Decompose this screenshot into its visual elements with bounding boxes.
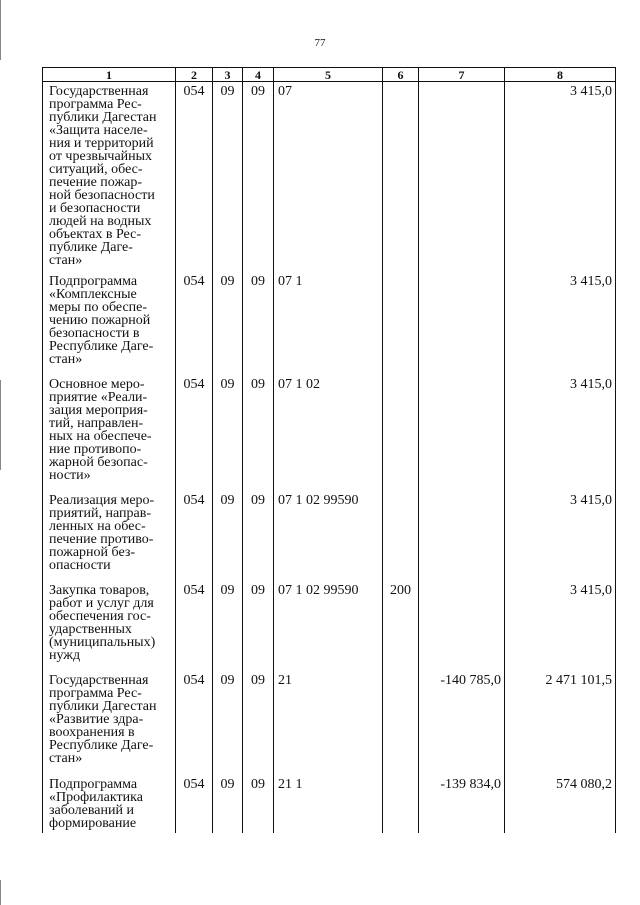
expense-type-code — [383, 378, 419, 494]
table-row — [43, 82, 616, 275]
target-article-code: 07 1 02 99590 — [274, 494, 383, 584]
target-article-code: 21 — [274, 674, 383, 778]
row-name: Основное меро- приятие «Реали- зация мероприя- тий, направлен- ных на обеспече- ние противопо- жарной безопас- ности» — [49, 376, 152, 483]
ministry-code: 054 — [176, 275, 213, 378]
scan-edge-line — [0, 0, 1, 60]
ministry-code: 054 — [176, 778, 213, 833]
column-header: 6 — [383, 68, 419, 82]
row-name: Подпрограмма «Профилактика заболеваний и формирование — [49, 776, 143, 831]
section-code: 09 — [213, 275, 243, 378]
expense-type-code — [383, 82, 419, 275]
section-code: 09 — [213, 584, 243, 674]
total-amount: 3 415,0 — [505, 584, 616, 674]
ministry-code: 054 — [176, 494, 213, 584]
change-amount — [419, 584, 505, 674]
table-row — [43, 494, 616, 584]
row-name: Закупка товаров, работ и услуг для обеспечения гос- ударственных (муниципальных) нужд — [49, 582, 156, 663]
section-code: 09 — [213, 82, 243, 275]
subsection-code: 09 — [243, 82, 274, 275]
change-amount — [419, 82, 505, 275]
total-amount: 3 415,0 — [505, 494, 616, 584]
total-amount: 3 415,0 — [505, 275, 616, 378]
target-article-code: 07 1 02 — [274, 378, 383, 494]
change-amount — [419, 275, 505, 378]
change-amount — [419, 494, 505, 584]
subsection-code: 09 — [243, 674, 274, 778]
column-header: 4 — [243, 68, 274, 82]
subsection-code: 09 — [243, 275, 274, 378]
target-article-code: 07 1 02 99590 — [274, 584, 383, 674]
target-article-code: 07 1 — [274, 275, 383, 378]
target-article-code: 07 — [274, 82, 383, 275]
total-amount: 574 080,2 — [505, 778, 616, 833]
column-header: 2 — [176, 68, 213, 82]
budget-table — [42, 67, 616, 833]
section-code: 09 — [213, 494, 243, 584]
subsection-code: 09 — [243, 378, 274, 494]
table-row — [43, 584, 616, 674]
section-code: 09 — [213, 378, 243, 494]
column-header: 5 — [274, 68, 383, 82]
table-row — [43, 275, 616, 378]
column-header: 8 — [505, 68, 616, 82]
ministry-code: 054 — [176, 378, 213, 494]
table-row — [43, 378, 616, 494]
expense-type-code: 200 — [383, 584, 419, 674]
column-header: 1 — [43, 68, 176, 82]
page-number: 77 — [314, 37, 326, 49]
expense-type-code — [383, 275, 419, 378]
ministry-code: 054 — [176, 82, 213, 275]
ministry-code: 054 — [176, 584, 213, 674]
column-header: 3 — [213, 68, 243, 82]
subsection-code: 09 — [243, 778, 274, 833]
expense-type-code — [383, 494, 419, 584]
expense-type-code — [383, 778, 419, 833]
target-article-code: 21 1 — [274, 778, 383, 833]
scan-edge-line — [0, 880, 1, 905]
ministry-code: 054 — [176, 674, 213, 778]
row-name: Государственная программа Рес- публики Дагестан «Развитие здра- воохранения в Республике Даге- стан» — [49, 672, 157, 766]
column-header: 7 — [419, 68, 505, 82]
change-amount — [419, 378, 505, 494]
table-row — [43, 674, 616, 778]
section-code: 09 — [213, 778, 243, 833]
row-name: Государственная программа Рес- публики Дагестан «Защита населе- ния и территорий от чрезвычайных ситуаций, обес- печение пожар- ной безопасности и безопасности людей на водных объектах в Рес- публике Даге- стан» — [49, 84, 157, 268]
expense-type-code — [383, 674, 419, 778]
table-row — [43, 778, 616, 833]
table-header-row — [43, 68, 616, 82]
row-name: Реализация меро- приятий, направ- ленных на обес- печение противо- пожарной без- опасности — [49, 492, 155, 573]
section-code: 09 — [213, 674, 243, 778]
total-amount: 3 415,0 — [505, 82, 616, 275]
subsection-code: 09 — [243, 584, 274, 674]
change-amount: -139 834,0 — [419, 778, 505, 833]
subsection-code: 09 — [243, 494, 274, 584]
scan-edge-line — [0, 380, 1, 470]
total-amount: 3 415,0 — [505, 378, 616, 494]
total-amount: 2 471 101,5 — [505, 674, 616, 778]
change-amount: -140 785,0 — [419, 674, 505, 778]
row-name: Подпрограмма «Комплексные меры по обеспе- чению пожарной безопасности в Республике Даге- стан» — [49, 273, 154, 367]
